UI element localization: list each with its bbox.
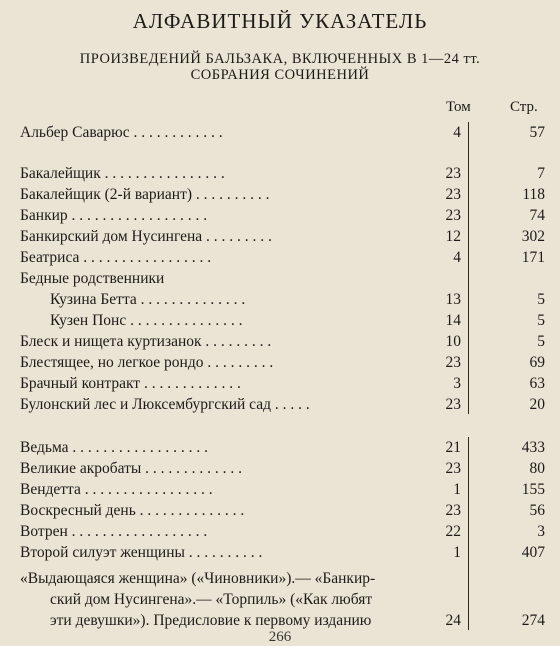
- entry-page: 74: [529, 207, 545, 224]
- entry-title: Булонский лес и Люксембургский сад . . . . .: [20, 396, 310, 413]
- entry-page: 5: [537, 333, 545, 350]
- entry-title: Бакалейщик (2-й вариант) . . . . . . . . . .: [20, 186, 270, 203]
- entry-page: 302: [521, 228, 545, 245]
- entry-volume: 23: [445, 186, 461, 203]
- entry-page: 407: [521, 544, 545, 561]
- entry-page: 69: [529, 354, 545, 371]
- entry-page: 171: [521, 249, 545, 266]
- entry-title: Блестящее, но легкое рондо . . . . . . . . .: [20, 354, 274, 371]
- entry-text-line: эти девушки»). Предисловие к первому изданию: [50, 612, 372, 629]
- entry-page: 155: [521, 481, 545, 498]
- entry-volume: 3: [453, 375, 461, 392]
- index-entry: [0, 289, 560, 310]
- index-entry: [0, 310, 560, 331]
- entry-volume: 1: [453, 481, 461, 498]
- column-header-page: Стр.: [510, 99, 538, 115]
- entry-page: 56: [529, 502, 545, 519]
- entry-text-line: «Выдающаяся женщина» («Чиновники»).— «Банкир-: [20, 570, 376, 587]
- entry-title: Второй силуэт женщины . . . . . . . . . .: [20, 544, 263, 561]
- index-entry: [0, 247, 560, 268]
- index-entry: [0, 205, 560, 226]
- entry-title: Бакалейщик . . . . . . . . . . . . . . . .: [20, 165, 225, 182]
- entry-title: Бедные родственники: [20, 270, 165, 287]
- index-entry: [0, 373, 560, 394]
- entry-page: 63: [529, 375, 545, 392]
- entry-page: 80: [529, 460, 545, 477]
- entry-volume: 23: [445, 502, 461, 519]
- index-entry: [0, 542, 560, 563]
- column-header-volume: Том: [446, 99, 471, 115]
- entry-volume: 22: [445, 523, 461, 540]
- entry-title: Кузен Понс . . . . . . . . . . . . . . .: [50, 312, 243, 329]
- entry-volume: 1: [453, 544, 461, 561]
- page-number: 266: [268, 629, 292, 645]
- entry-volume: 14: [445, 312, 461, 329]
- index-entry: [0, 521, 560, 542]
- entry-title: Блеск и нищета куртизанок . . . . . . . . .: [20, 333, 272, 350]
- entry-page: 20: [529, 396, 545, 413]
- entry-title: Банкир . . . . . . . . . . . . . . . . . .: [20, 207, 208, 224]
- entry-volume: 13: [445, 291, 461, 308]
- entry-title: Банкирский дом Нусингена . . . . . . . . .: [20, 228, 272, 245]
- entry-volume: 12: [445, 228, 461, 245]
- entry-title: Кузина Бетта . . . . . . . . . . . . . .: [50, 291, 246, 308]
- entry-page: 433: [521, 439, 545, 456]
- entry-volume: 10: [445, 333, 461, 350]
- entry-page: 57: [529, 124, 545, 141]
- entry-volume: 21: [445, 439, 461, 456]
- entry-page: 118: [522, 186, 545, 203]
- entry-volume: 23: [445, 207, 461, 224]
- entry-title: Воскресный день . . . . . . . . . . . . . .: [20, 502, 245, 519]
- entry-volume: 4: [453, 124, 461, 141]
- entry-title: Великие акробаты . . . . . . . . . . . . .: [20, 460, 243, 477]
- index-entry: [0, 163, 560, 184]
- entry-volume: 23: [445, 396, 461, 413]
- index-entry: [0, 352, 560, 373]
- entry-title: Альбер Саварюс . . . . . . . . . . . .: [20, 124, 223, 141]
- index-entry: [0, 458, 560, 479]
- entry-volume: 23: [445, 165, 461, 182]
- entry-title: Брачный контракт . . . . . . . . . . . . .: [20, 375, 241, 392]
- subtitle-line-1: ПРОИЗВЕДЕНИЙ БАЛЬЗАКА, ВКЛЮЧЕННЫХ В 1—24 тт.: [79, 51, 481, 67]
- subtitle-line-2: СОБРАНИЯ СОЧИНЕНИЙ: [190, 67, 370, 83]
- entry-title: Ведьма . . . . . . . . . . . . . . . . . .: [20, 439, 209, 456]
- entry-text-line: ский дом Нусингена».— «Торпиль» («Как любят: [50, 591, 373, 608]
- entry-volume: 4: [453, 249, 461, 266]
- page-title: АЛФАВИТНЫЙ УКАЗАТЕЛЬ: [132, 9, 428, 33]
- index-entry: [0, 268, 560, 289]
- entry-title: Вендетта . . . . . . . . . . . . . . . . .: [20, 481, 213, 498]
- entry-volume: 24: [445, 612, 461, 629]
- entry-title: Беатриса . . . . . . . . . . . . . . . . .: [20, 249, 212, 266]
- entry-page: 7: [537, 165, 545, 182]
- entry-page: 5: [537, 291, 545, 308]
- index-entry: [0, 226, 560, 247]
- entry-volume: 23: [445, 460, 461, 477]
- index-entry: [0, 122, 560, 143]
- entry-title: Вотрен . . . . . . . . . . . . . . . . . .: [20, 523, 208, 540]
- index-entry: [0, 479, 560, 500]
- entry-volume: 23: [445, 354, 461, 371]
- index-entry: [0, 331, 560, 352]
- index-entry: [0, 500, 560, 521]
- index-entry: [0, 184, 560, 205]
- index-entry: [0, 437, 560, 458]
- entry-page: 274: [521, 612, 545, 629]
- entry-page: 3: [537, 523, 545, 540]
- index-entry: [0, 394, 560, 415]
- entry-page: 5: [537, 312, 545, 329]
